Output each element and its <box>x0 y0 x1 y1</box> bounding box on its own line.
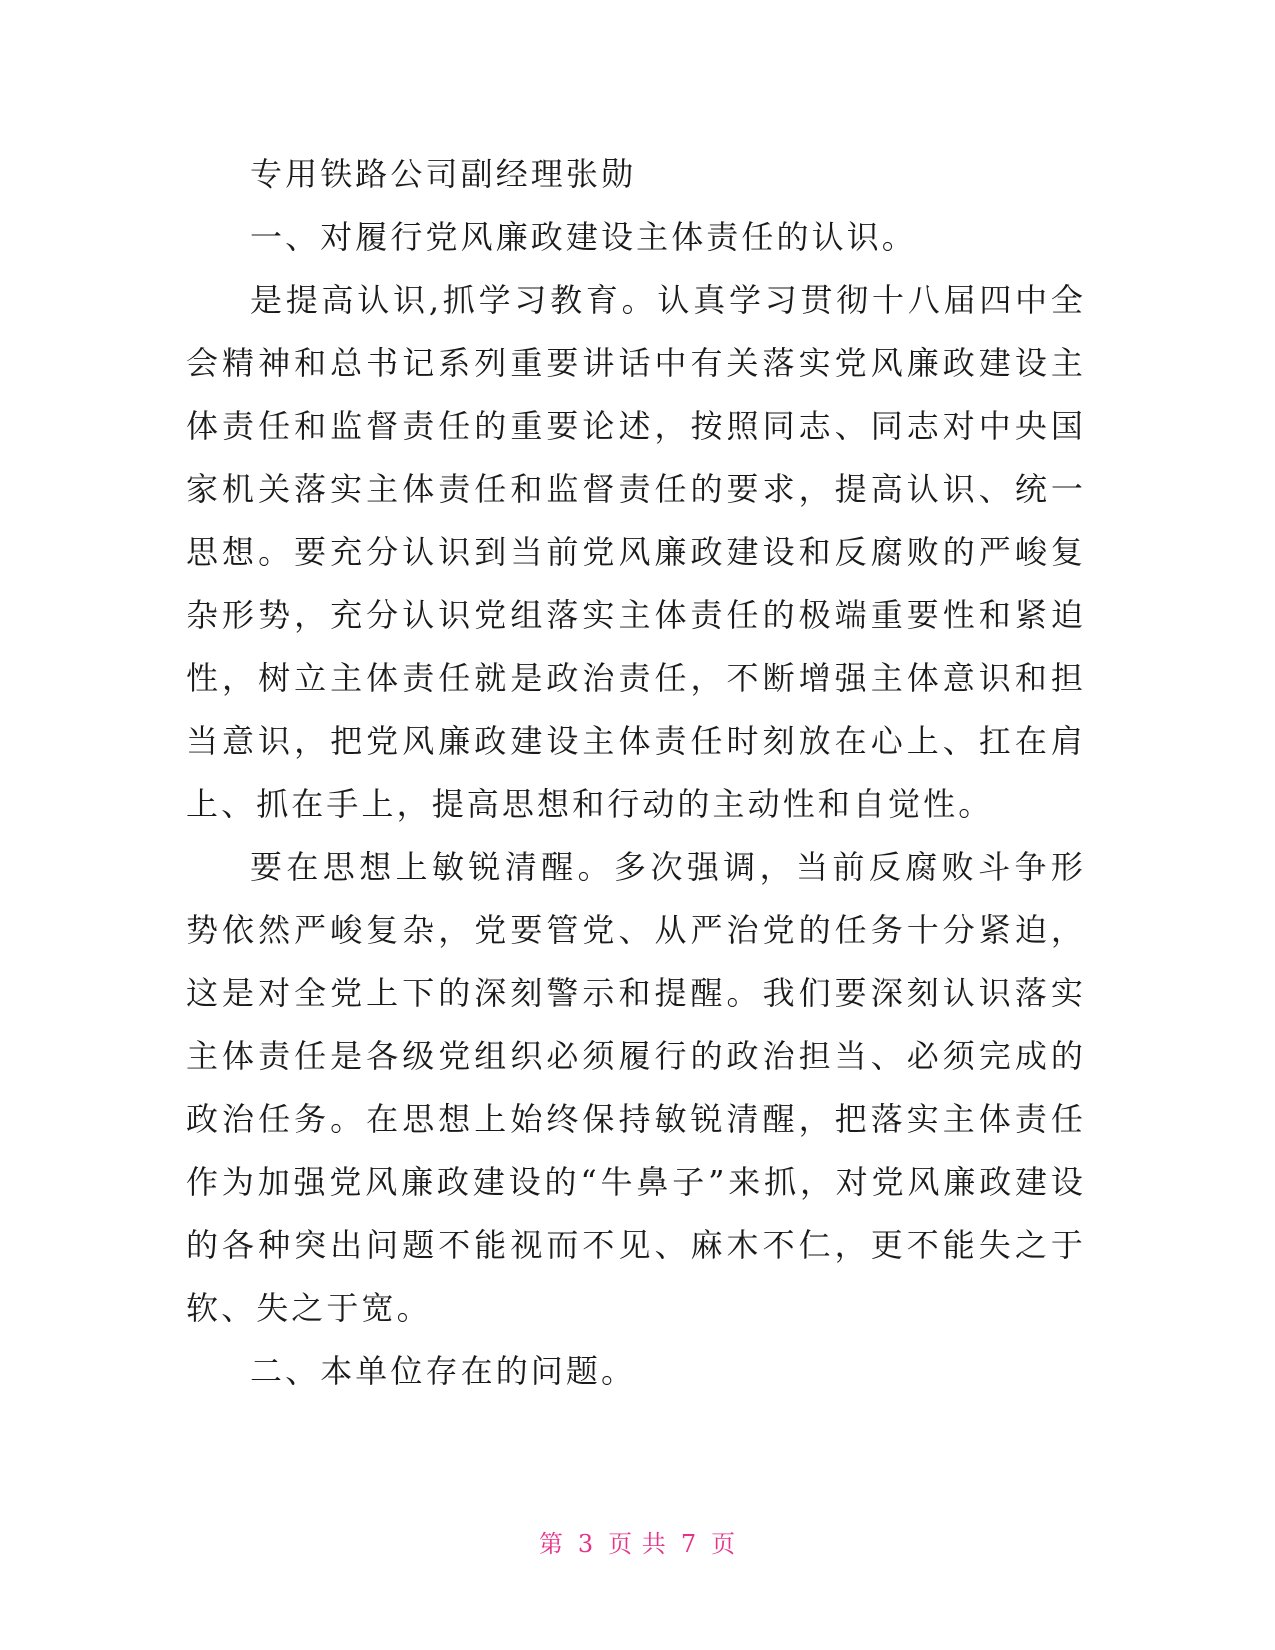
footer-prefix: 第 <box>538 1530 564 1558</box>
section-heading-1: 一、对履行党风廉政建设主体责任的认识。 <box>250 218 917 256</box>
page-footer <box>0 1524 1275 1559</box>
body-paragraph: 是提高认识,抓学习教育。认真学习贯彻十八届四中全会精神和总书记系列重要讲话中有关落实党风廉政建设主体责任和监督责任的重要论述，按照同志、同志对中央国家机关落实主体责任和监督责任的要求，提高认识、统一思想。要充分认识到当前党风廉政建设和反腐败的严峻复杂形势，充分认识党组落实主体责任的极端重要性和紧迫性，树立主体责任就是政治责任，不断增强主体意识和担当意识，把党风廉政建设主体责任时刻放在心上、扛在肩上、抓在手上，提高思想和行动的主动性和自觉性。 <box>186 281 1086 823</box>
footer-suffix: 页 <box>711 1530 737 1558</box>
footer-total-pages: 7 <box>680 1530 698 1558</box>
document-body <box>186 143 1086 1403</box>
footer-middle: 页 共 <box>608 1530 667 1558</box>
section-heading-2: 二、本单位存在的问题。 <box>250 1352 637 1390</box>
body-paragraph: 要在思想上敏锐清醒。多次强调，当前反腐败斗争形势依然严峻复杂，党要管党、从严治党的任务十分紧迫，这是对全党上下的深刻警示和提醒。我们要深刻认识落实主体责任是各级党组织必须履行的政治担当、必须完成的政治任务。在思想上始终保持敏锐清醒，把落实主体责任作为加强党风廉政建设的“牛鼻子”来抓，对党风廉政建设的各种突出问题不能视而不见、麻木不仁，更不能失之于软、失之于宽。 <box>186 848 1086 1327</box>
footer-current-page: 3 <box>577 1530 595 1558</box>
author-line: 专用铁路公司副经理张勋 <box>250 155 637 193</box>
